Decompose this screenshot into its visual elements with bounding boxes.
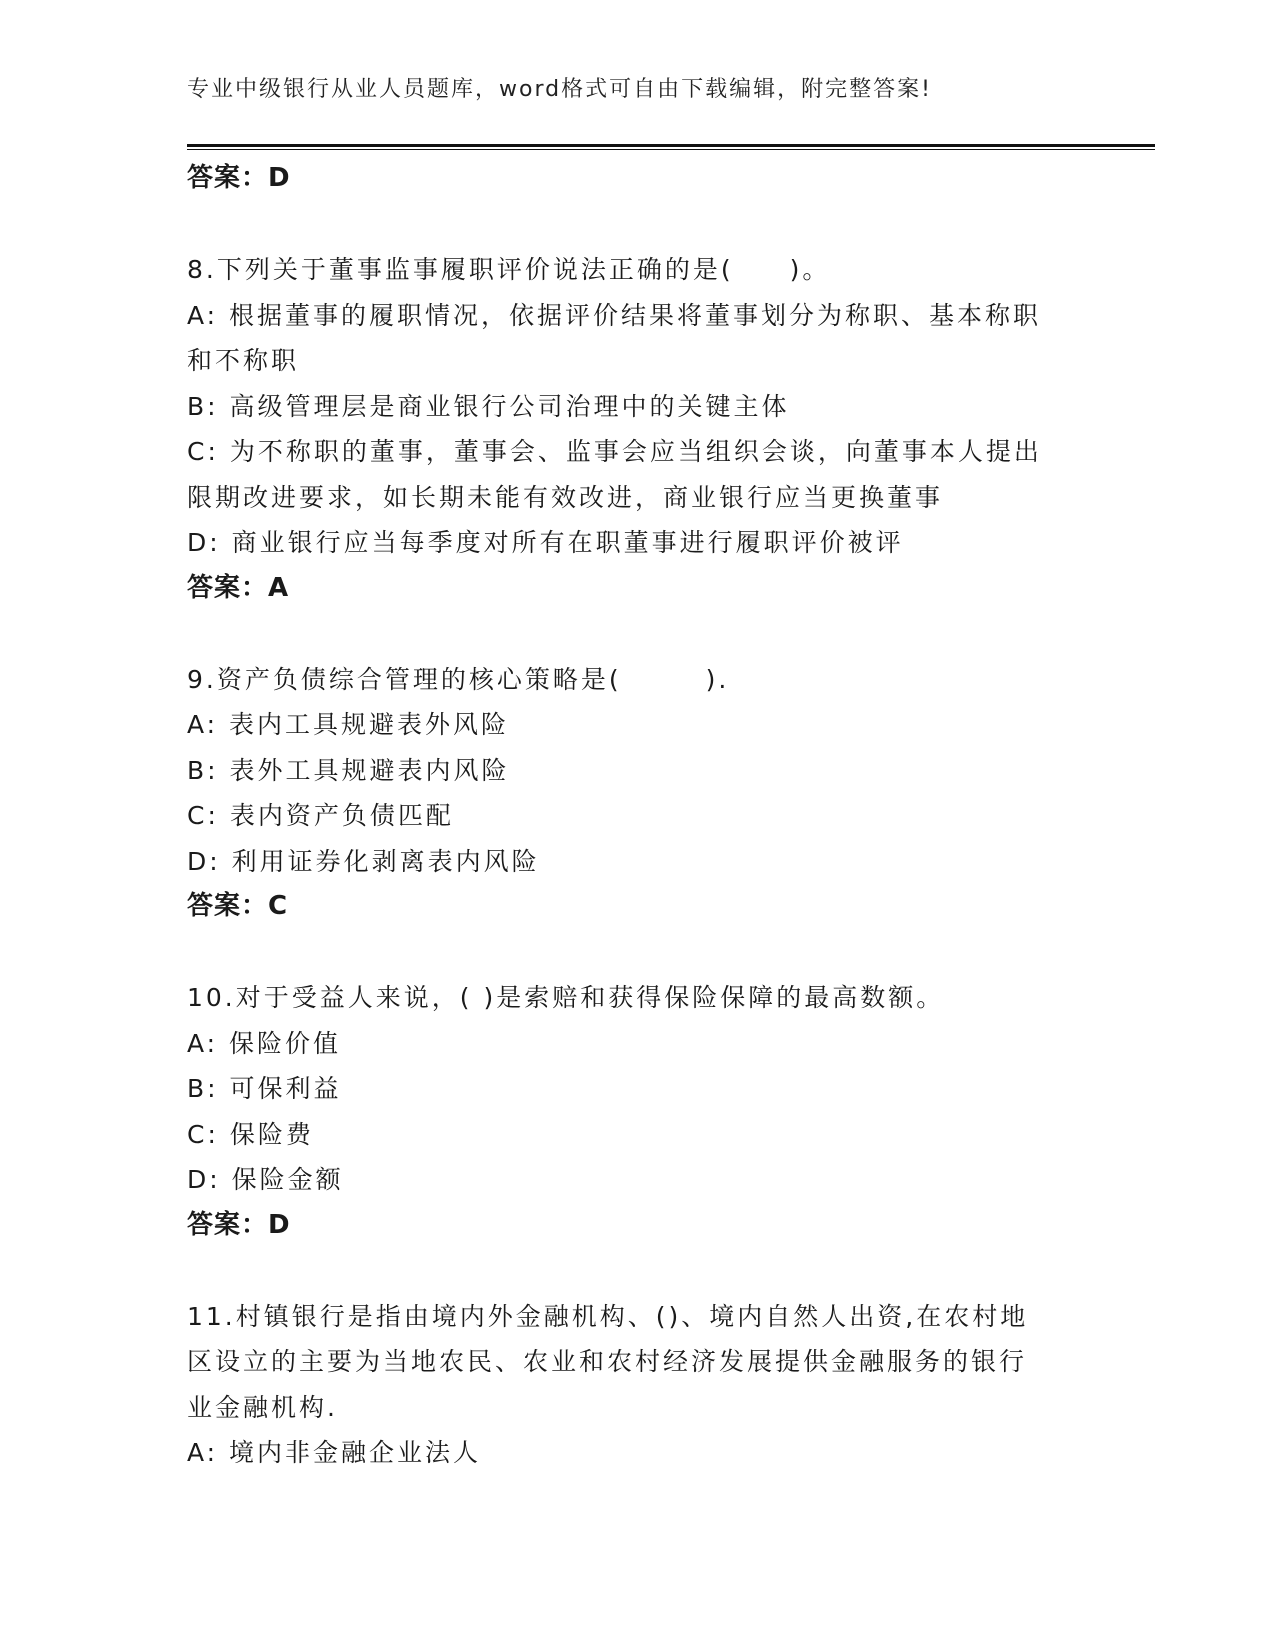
question-text-cont: 业金融机构. [187, 1392, 338, 1422]
option-c: C: 表内资产负债匹配 [187, 801, 454, 830]
question-text: 11.村镇银行是指由境内外金融机构、()、境内自然人出资,在农村地 [187, 1301, 1029, 1331]
option-a: A: 根据董事的履职情况，依据评价结果将董事划分为称职、基本称职 [187, 300, 1042, 330]
option-a: A: 境内非金融企业法人 [187, 1438, 482, 1467]
answer-line: 答案：D [187, 163, 291, 193]
option-a: A: 保险价值 [187, 1028, 342, 1058]
question-text: 10.对于受益人来说，( )是索赔和获得保险保障的最高数额。 [187, 983, 945, 1012]
option-c: C: 为不称职的董事，董事会、监事会应当组织会谈，向董事本人提出 [187, 437, 1042, 466]
option-b: B: 可保利益 [187, 1074, 342, 1103]
option-d: D: 保险金额 [187, 1165, 344, 1194]
option-d: D: 利用证券化剥离表内风险 [187, 846, 540, 876]
question-block [187, 657, 1087, 930]
question-text-cont: 区设立的主要为当地农民、农业和农村经济发展提供金融服务的银行 [187, 1347, 1028, 1376]
question-block [187, 975, 1087, 1248]
option-b: B: 表外工具规避表内风险 [187, 755, 510, 785]
question-text: 8.下列关于董事监事履职评价说法正确的是( )。 [187, 255, 831, 284]
document-body [187, 156, 1087, 1476]
page-header: 专业中级银行从业人员题库，word格式可自由下载编辑，附完整答案! [187, 77, 932, 102]
option-b: B: 高级管理层是商业银行公司治理中的关键主体 [187, 391, 790, 421]
answer-line: 答案：A [187, 572, 290, 603]
question-block [187, 1294, 1087, 1476]
answer-line: 答案：C [187, 891, 289, 921]
option-c-cont: 限期改进要求，如长期未能有效改进，商业银行应当更换董事 [187, 482, 944, 512]
question-block [187, 247, 1087, 611]
question-text: 9.资产负债综合管理的核心策略是( ). [187, 664, 758, 694]
header-rule [187, 144, 1155, 147]
option-d: D: 商业银行应当每季度对所有在职董事进行履职评价被评 [187, 528, 904, 557]
option-a: A: 表内工具规避表外风险 [187, 710, 510, 739]
header-rule-thin [187, 149, 1155, 150]
option-c: C: 保险费 [187, 1119, 314, 1149]
answer-line: 答案：D [187, 1209, 291, 1240]
option-a-cont: 和不称职 [187, 346, 300, 375]
